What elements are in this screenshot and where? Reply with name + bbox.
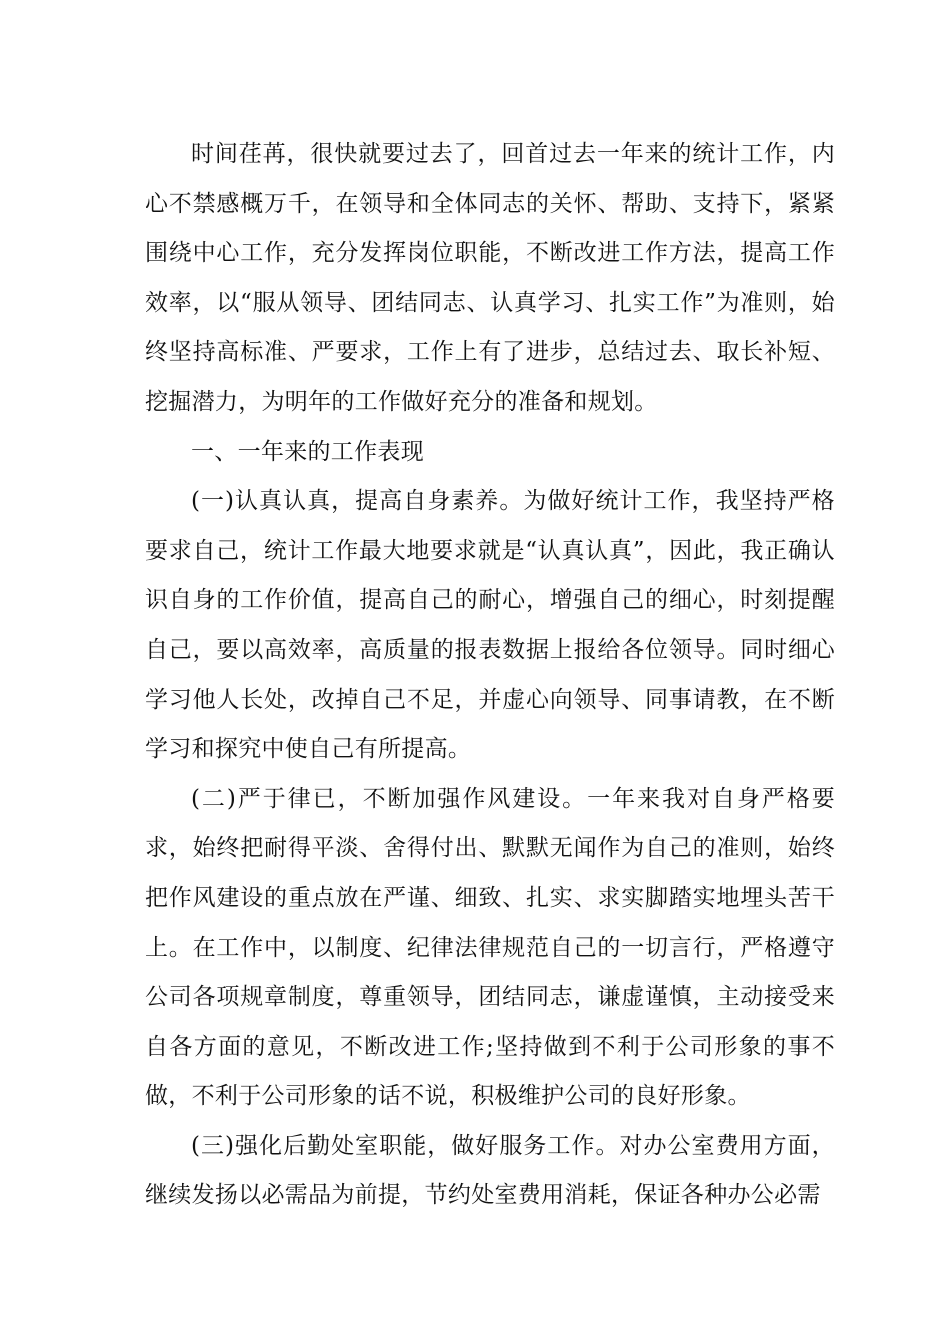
document-body — [145, 130, 835, 1221]
intro-paragraph: 时间荏苒，很快就要过去了，回首过去一年来的统计工作，内心不禁感概万千，在领导和全体同志的关怀、帮助、支持下，紧紧围绕中心工作，充分发挥岗位职能，不断改进工作方法，提高工作效率，以“服从领导、团结同志、认真学习、扎实工作”为准则，始终坚持高标准、严要求，工作上有了进步，总结过去、取长补短、挖掘潜力，为明年的工作做好充分的准备和规划。 — [145, 141, 835, 415]
subsection-paragraph-1: (一)认真认真，提高自身素养。为做好统计工作，我坚持严格要求自己，统计工作最大地要求就是“认真认真”，因此，我正确认识自身的工作价值，提高自己的耐心，增强自己的细心，时刻提醒自己，要以高效率，高质量的报表数据上报给各位领导。同时细心学习他人长处，改掉自己不足，并虚心向领导、同事请教，在不断学习和探究中使自己有所提高。 — [145, 488, 835, 763]
subsection-paragraph-2: (二)严于律已，不断加强作风建设。一年来我对自身严格要求，始终把耐得平淡、舍得付出、默默无闻作为自己的准则，始终把作风建设的重点放在严谨、细致、扎实、求实脚踏实地埋头苦干上。在工作中，以制度、纪律法律规范自己的一切言行，严格遵守公司各项规章制度，尊重领导，团结同志，谦虚谨慎，主动接受来自各方面的意见，不断改进工作;坚持做到不利于公司形象的事不做，不利于公司形象的话不说，积极维护公司的良好形象。 — [145, 785, 835, 1110]
section-heading: 一、一年来的工作表现 — [191, 438, 424, 465]
subsection-paragraph-3: (三)强化后勤处室职能，做好服务工作。对办公室费用方面，继续发扬以必需品为前提，节约处室费用消耗，保证各种办公必需 — [145, 1132, 835, 1209]
